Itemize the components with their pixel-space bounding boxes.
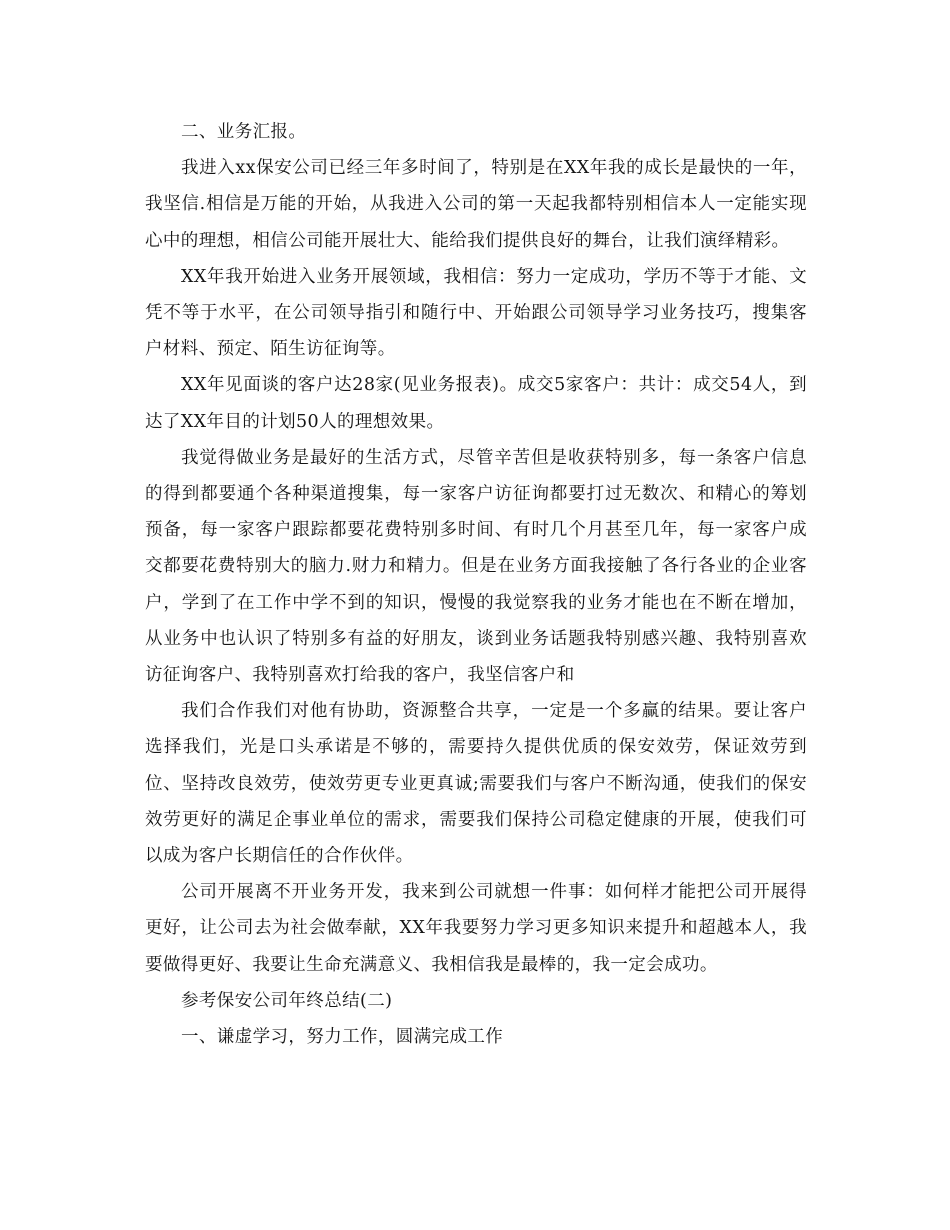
section-heading-business-report: 二、业务汇报。 <box>181 122 307 142</box>
paragraph-company-experience: 我进入xx保安公司已经三年多时间了，特别是在XX年我的成长是最快的一年，我坚信.相信是万能的开始，从我进入公司的第一天起我都特别相信本人一定能实现心中的理想，相信公司能开展壮大、能给我们提供良好的舞台，让我们演绎精彩。 <box>145 158 807 251</box>
paragraph-client-results: XX年见面谈的客户达28家(见业务报表)。成交5家客户：共计：成交54人，到达了XX年目的计划50人的理想效果。 <box>145 375 807 432</box>
section-heading-humble-learning: 一、谦虚学习，努力工作，圆满完成工作 <box>181 1027 504 1048</box>
document-body <box>145 114 807 1055</box>
paragraph-client-cooperation: 我们合作我们对他有协助，资源整合共享，一定是一个多赢的结果。要让客户选择我们，光是口头承诺是不够的，需要持久提供优质的保安效劳，保证效劳到位、坚持改良效劳，使效劳更专业更真诚;需要我们与客户不断沟通，使我们的保安效劳更好的满足企事业单位的需求，需要我们保持公司稳定健康的开展，使我们可以成为客户长期信任的合作伙伴。 <box>145 701 807 867</box>
paragraph-business-reflection: 我觉得做业务是最好的生活方式，尽管辛苦但是收获特别多，每一条客户信息的得到都要通个各种渠道搜集，每一家客户访征询都要打过无数次、和精心的筹划预备，每一家客户跟踪都要花费特别多时间、有时几个月甚至几年，每一家客户成交都要花费特别大的脑力.财力和精力。但是在业务方面我接触了各行各业的企业客户，学到了在工作中学不到的知识，慢慢的我觉察我的业务才能也在不断在增加，从业务中也认识了特别多有益的好朋友，谈到业务话题我特别感兴趣、我特别喜欢访征询客户、我特别喜欢打给我的客户，我坚信客户和 <box>145 447 807 686</box>
section-title-summary-two: 参考保安公司年终总结(二) <box>181 990 393 1011</box>
paragraph-future-goals: 公司开展离不开业务开发，我来到公司就想一件事：如何样才能把公司开展得更好，让公司去为社会做奉献，XX年我要努力学习更多知识来提升和超越本人，我要做得更好、我要让生命充满意义、我相信我是最棒的，我一定会成功。 <box>145 882 807 975</box>
paragraph-business-development: XX年我开始进入业务开展领域，我相信：努力一定成功，学历不等于才能、文凭不等于水平，在公司领导指引和随行中、开始跟公司领导学习业务技巧，搜集客户材料、预定、陌生访征询等。 <box>145 266 807 360</box>
